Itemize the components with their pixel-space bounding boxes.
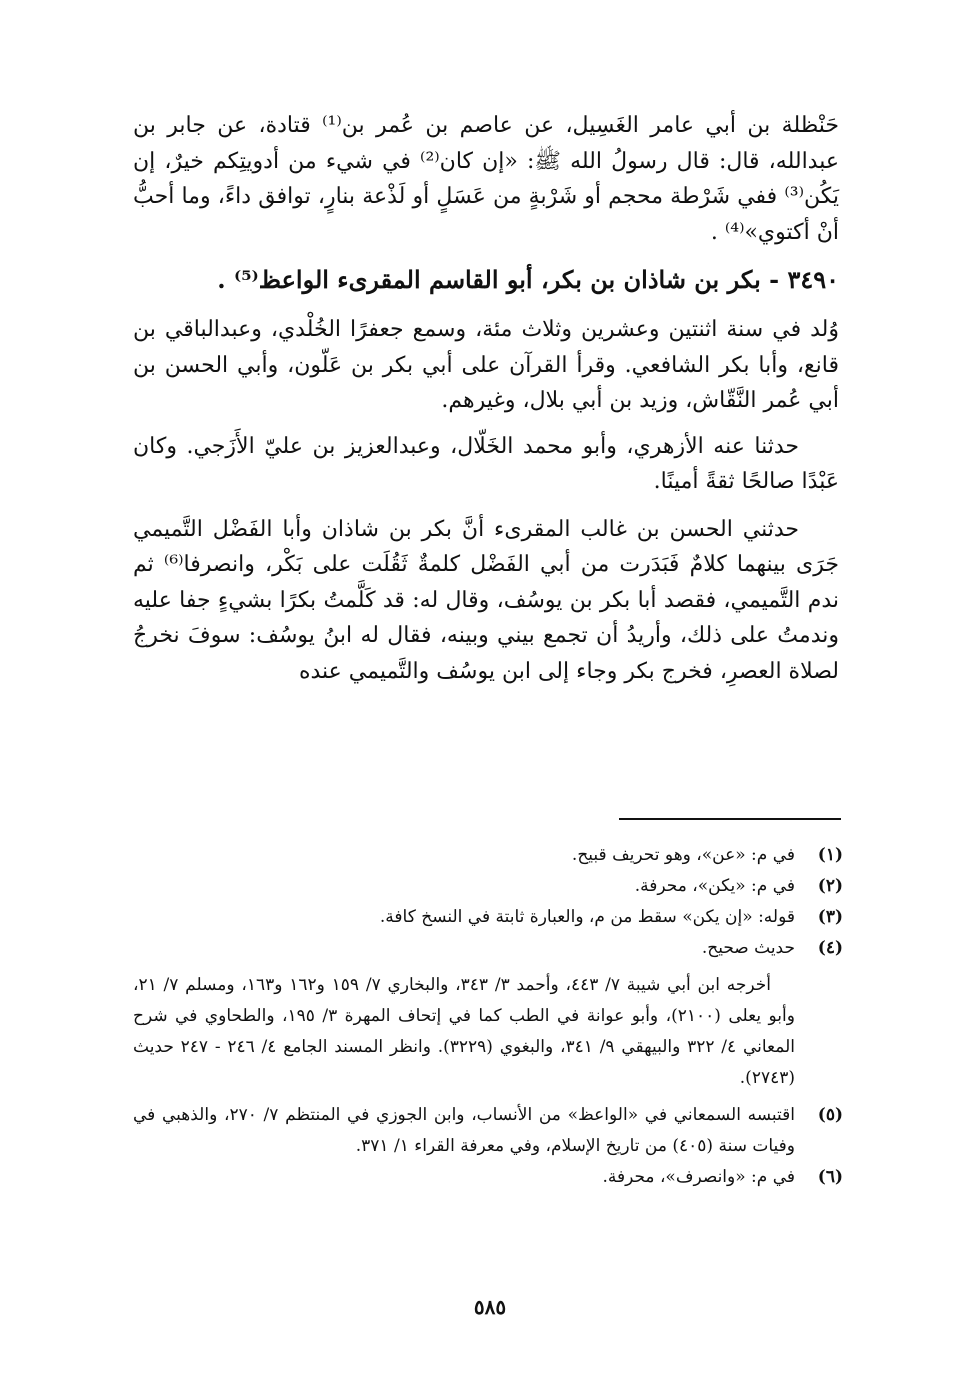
footnote-2 [133, 871, 843, 902]
biography-paragraph: وُلد في سنة اثنتين وعشرين وثلاث مئة، وسمع جعفرًا الخُلْدي، وعبدالباقي بن قانع، وأبا بكر الشافعي. وقرأ القرآن على أبي بكر بن عَلّون، وأبي الحسن بن أبي عُمر النَّقّاش، وزيد بن أبي بلال، وغيرهم. [133, 317, 839, 413]
page-number: ٥٨٥ [473, 1295, 507, 1319]
footnote-text: في م: «يكن»، محرفة. [634, 876, 795, 896]
footnote-text: حديث صحيح. [701, 938, 795, 958]
footnote-4-detail: أخرجه ابن أبي شيبة ٧/ ٤٤٣، وأحمد ٣/ ٣٤٣، والبخاري ٧/ ١٥٩ و١٦٢ و١٦٣، ومسلم ٧/ ٢١، وأبو يعلى (٢١٠٠)، وأبو عوانة في الطب كما في إتحاف المهرة ٣/ ١٩٥، والطحاوي في شرح المعاني ٤/ ٣٢٢ والبيهقي ٩/ ٣٤١، والبغوي (٣٢٢٩). وانظر المسند الجامع ٤/ ٢٤٦ - ٢٤٧ حديث (٢٧٤٣). [133, 975, 795, 1088]
footnote-4 [133, 933, 843, 964]
footnote-number: (٦) [817, 1167, 843, 1187]
footnote-text: قوله: «إن يكن» سقط من م، والعبارة ثابتة في النسخ كافة. [379, 907, 795, 927]
footnote-number: (١) [817, 845, 843, 865]
main-text-block [133, 108, 839, 689]
story-paragraph: حدثني الحسن بن غالب المقرىء أنَّ بكر بن شاذان وأبا الفَضْل التَّميمي جَرَى بينهما كلامٌ فَبَدَرت من أبي الفَضْل كلمةٌ ثَقُلَت على بَكْر، وانصرفا⁽⁶⁾ ثم ندم التَّميمي، فقصد أبا بكر بن يوسُف، وقال له: قد كَلَّمتُ بكرًا بشيءٍ جفا عليه وندمتُ على ذلك، وأريدُ أن تجمع بيني وبينه، فقال له ابنُ يوسُف: سوفَ نخرجُ لصلاة العصرِ، فخرج بكر وجاء إلى ابن يوسُف والتَّميمي عنده [133, 516, 839, 684]
footnotes-section [133, 840, 843, 1193]
footnote-6 [133, 1162, 843, 1193]
footnote-text: اقتبسه السمعاني في «الواعظ» من الأنساب، وابن الجوزي في المنتظم ٧/ ٢٧٠، والذهبي في وفيات سنة (٤٠٥) من تاريخ الإسلام، وفي معرفة القراء ١/ ٣٧١. [133, 1105, 796, 1156]
footnote-number: (٢) [817, 876, 843, 896]
footnote-number: (٤) [817, 938, 843, 958]
narrators-paragraph: حدثنا عنه الأزهري، وأبو محمد الخَلّال، وعبدالعزيز بن عليّ الأَزَجي. وكان عَبْدًا صالحًا ثقةً أمينًا. [133, 433, 839, 494]
footnote-text: في م: «وانصرف»، محرفة. [602, 1167, 795, 1187]
footnote-text: في م: «عن»، وهو تحريف قبيح. [571, 845, 795, 865]
footnote-separator [619, 818, 841, 820]
footnote-3 [133, 902, 843, 933]
footnote-1 [133, 840, 843, 871]
continuation-paragraph: حَنْظلة بن أبي عامر الغَسِيل، عن عاصم بن عُمر بن⁽¹⁾ قتادة، عن جابر بن عبدالله، قال: قال رسولُ الله ﷺ: «إن كان⁽²⁾ في شيء من أدويتِكم خيرٌ، إن يَكُن⁽³⁾ ففي شَرْطة محجم أو شَرْبةٍ من عَسَلٍ أو لَذْعة بنارٍ، توافق داءً، وما أحبُّ أنْ أكتوي»⁽⁴⁾ . [133, 113, 840, 245]
entry-heading: ٣٤٩٠ - بكر بن شاذان بن بكر، أبو القاسم المقرىء الواعظ⁽⁵⁾ . [217, 265, 839, 294]
footnote-number: (٥) [817, 1105, 843, 1125]
footnote-5 [133, 1100, 843, 1162]
footnote-number: (٣) [817, 907, 843, 927]
